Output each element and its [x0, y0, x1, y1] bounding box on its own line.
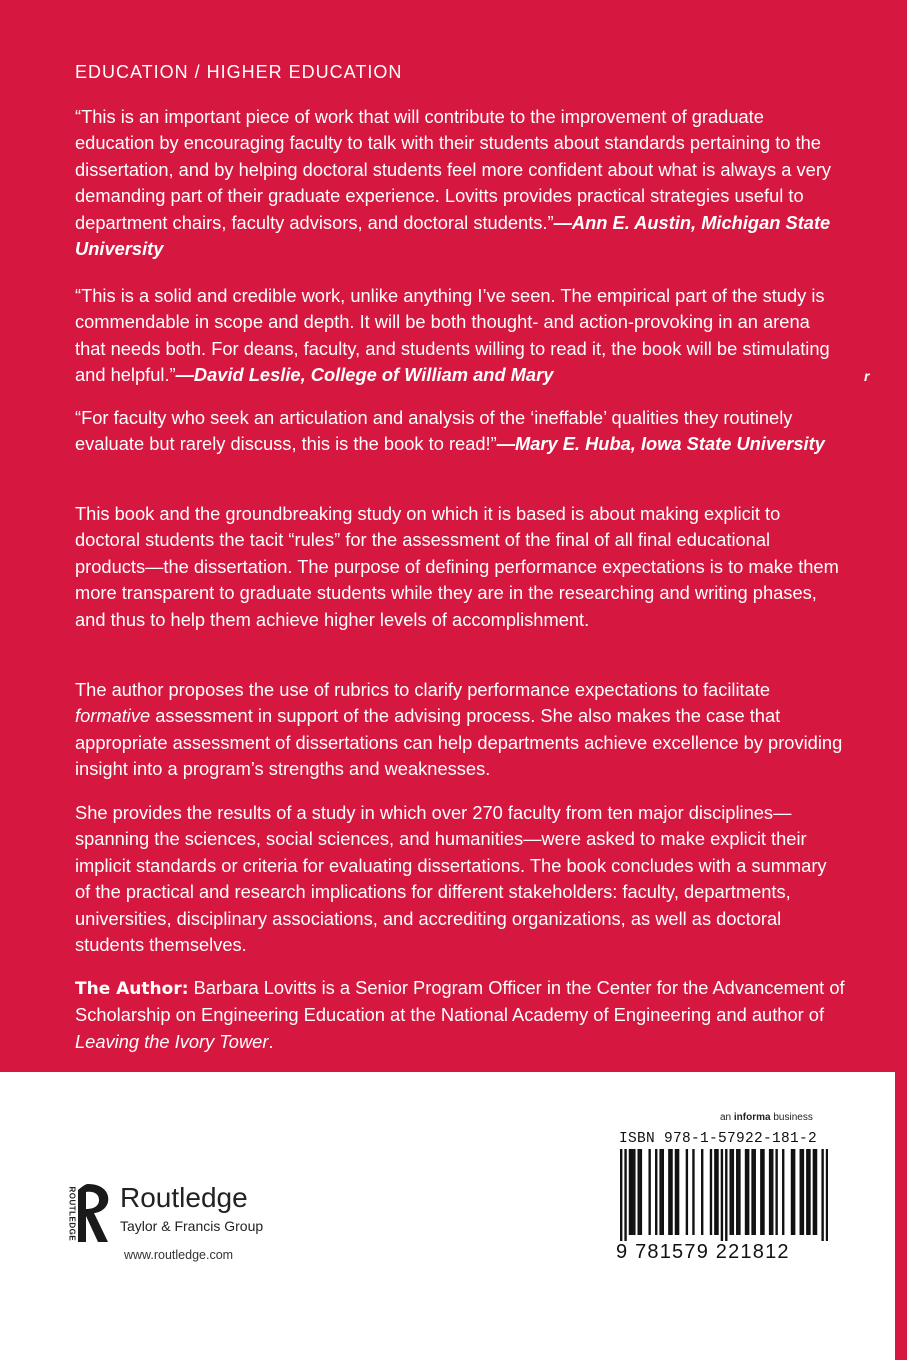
publisher-name: Routledge	[120, 1182, 248, 1213]
barcode-bar	[668, 1149, 670, 1235]
barcode-bar	[725, 1149, 727, 1241]
description-paragraph-3	[75, 800, 845, 958]
barcode-bar	[826, 1149, 828, 1241]
publisher-logo	[68, 1178, 288, 1268]
barcode-bar	[729, 1149, 731, 1235]
barcode-bar	[802, 1149, 804, 1235]
category-label: EDUCATION / HIGHER EDUCATION	[75, 62, 403, 82]
informa-brand: informa	[733, 1112, 771, 1123]
barcode-bar	[716, 1149, 718, 1235]
publisher-side-text: ROUTLEDGE	[67, 1186, 77, 1242]
stray-mark: r	[864, 368, 870, 384]
paragraph-text: She provides the results of a study in which over 270 faculty from ten major disciplines—spanning the sciences, social sciences, and humanities—were asked to make explicit their implicit standards or criteria for evaluating dissertations. The book concludes with a summary of the practical and research implications for different stakeholders: faculty, departments, universities, disciplinary associations, and accrediting organizations, as well as doctoral students themselves.	[75, 802, 827, 956]
paragraph-text: The author proposes the use of rubrics to clarify performance expectations to facilitate	[75, 679, 771, 700]
informa-suffix: business	[770, 1112, 813, 1123]
quote-text: “This is a solid and credible work, unlike anything I’ve seen. The empirical part of the study is commendable in scope and depth. It will be both thought- and action-provoking in an arena that needs both. For deans, faculty, and students willing to read it, the book will be stimulating and helpful.”	[75, 285, 830, 386]
quote-text: “This is an important piece of work that will contribute to the improvement of graduate education by encouraging faculty to talk with their students about standards pertaining to the dissertation, and by helping doctoral students feel more confident about what is always a very demanding part of their graduate experience. Lovitts provides practical strategies useful to department chairs, faculty advisors, and doctoral students.”	[75, 106, 832, 233]
description-paragraph-2	[75, 677, 845, 783]
barcode-bar	[701, 1149, 703, 1235]
barcode-bar	[638, 1149, 640, 1235]
quote-2	[75, 283, 845, 389]
barcode-bar	[624, 1149, 626, 1241]
barcode-bar	[769, 1149, 771, 1235]
barcode-bar	[629, 1149, 631, 1235]
barcode-bar	[782, 1149, 784, 1235]
barcode-bar	[655, 1149, 657, 1235]
informa-prefix: an	[720, 1112, 734, 1123]
barcode-bar	[620, 1149, 622, 1241]
author-bio	[75, 975, 845, 1055]
barcode-bar	[775, 1149, 777, 1235]
quote-text: “For faculty who seek an articulation and analysis of the ‘ineffable’ qualities they routinely evaluate but rarely discuss, this is the book to read!”	[75, 407, 793, 455]
barcode-bar	[732, 1149, 734, 1235]
barcode-bar	[633, 1149, 635, 1235]
barcode-bar	[808, 1149, 810, 1235]
barcode-image	[620, 1149, 828, 1241]
isbn-label: ISBN 978-1-57922-181-2	[619, 1131, 818, 1147]
barcode-bar	[662, 1149, 664, 1235]
quote-3	[75, 405, 845, 458]
barcode-bar	[670, 1149, 672, 1235]
barcode-bar	[721, 1149, 723, 1241]
author-bio-lead: The Author:	[75, 979, 189, 999]
ean-number: 9 781579 221812	[616, 1241, 790, 1263]
author-bio-end: .	[268, 1030, 274, 1052]
informa-line	[720, 1112, 813, 1123]
barcode-bar	[751, 1149, 753, 1235]
barcode-bar	[738, 1149, 740, 1235]
barcode-bar	[745, 1149, 747, 1235]
barcode-bar	[631, 1149, 633, 1235]
author-bio-text: Barbara Lovitts is a Senior Program Officer in the Center for the Advancement of Scholarship on Engineering Education at the National Academy of Engineering and author of	[75, 977, 845, 1026]
barcode-bar	[640, 1149, 642, 1235]
barcode-bar	[800, 1149, 802, 1235]
barcode-bar	[692, 1149, 694, 1235]
barcode-bar	[813, 1149, 815, 1235]
quote-attribution: —Ann E. Austin, Michigan State University	[75, 211, 831, 260]
barcode-bar	[686, 1149, 688, 1235]
barcode-bar	[760, 1149, 762, 1235]
publisher-url: www.routledge.com	[124, 1248, 234, 1262]
barcode-bar	[714, 1149, 716, 1235]
emphasis-text: formative	[75, 705, 151, 727]
barcode-bar	[659, 1149, 661, 1235]
barcode-bar	[747, 1149, 749, 1235]
barcode-bar	[677, 1149, 679, 1235]
barcode-bar	[791, 1149, 793, 1235]
publisher-group: Taylor & Francis Group	[120, 1218, 264, 1234]
barcode-bar	[648, 1149, 650, 1235]
barcode-bar	[675, 1149, 677, 1235]
quote-1	[75, 104, 845, 262]
barcode-bar	[736, 1149, 738, 1235]
paragraph-text: assessment in support of the advising process. She also makes the case that appropriate assessment of dissertations can help departments achieve excellence by providing insight into a program’s strengths and weaknesses.	[75, 705, 843, 780]
barcode-bar	[762, 1149, 764, 1235]
quote-attribution: —David Leslie, College of William and Mary	[175, 364, 554, 386]
barcode-bar	[771, 1149, 773, 1235]
barcode-bar	[710, 1149, 712, 1235]
barcode-bar	[821, 1149, 823, 1241]
quote-attribution: —Mary E. Huba, Iowa State University	[496, 433, 825, 455]
author-book-title: Leaving the Ivory Tower	[75, 1030, 269, 1052]
red-edge-strip	[895, 1072, 907, 1360]
paragraph-text: This book and the groundbreaking study on which it is based is about making explicit to doctoral students the tacit “rules” for the assessment of the final of all final educational products—the dissertation. The purpose of defining performance expectations is to make them more transparent to graduate students while they are in the researching and writing phases, and thus to help them achieve higher levels of accomplishment.	[75, 503, 839, 630]
barcode-bar	[754, 1149, 756, 1235]
barcode-bar	[815, 1149, 817, 1235]
barcode-bar	[806, 1149, 808, 1235]
barcode-bar	[793, 1149, 795, 1235]
description-paragraph-1	[75, 501, 845, 633]
